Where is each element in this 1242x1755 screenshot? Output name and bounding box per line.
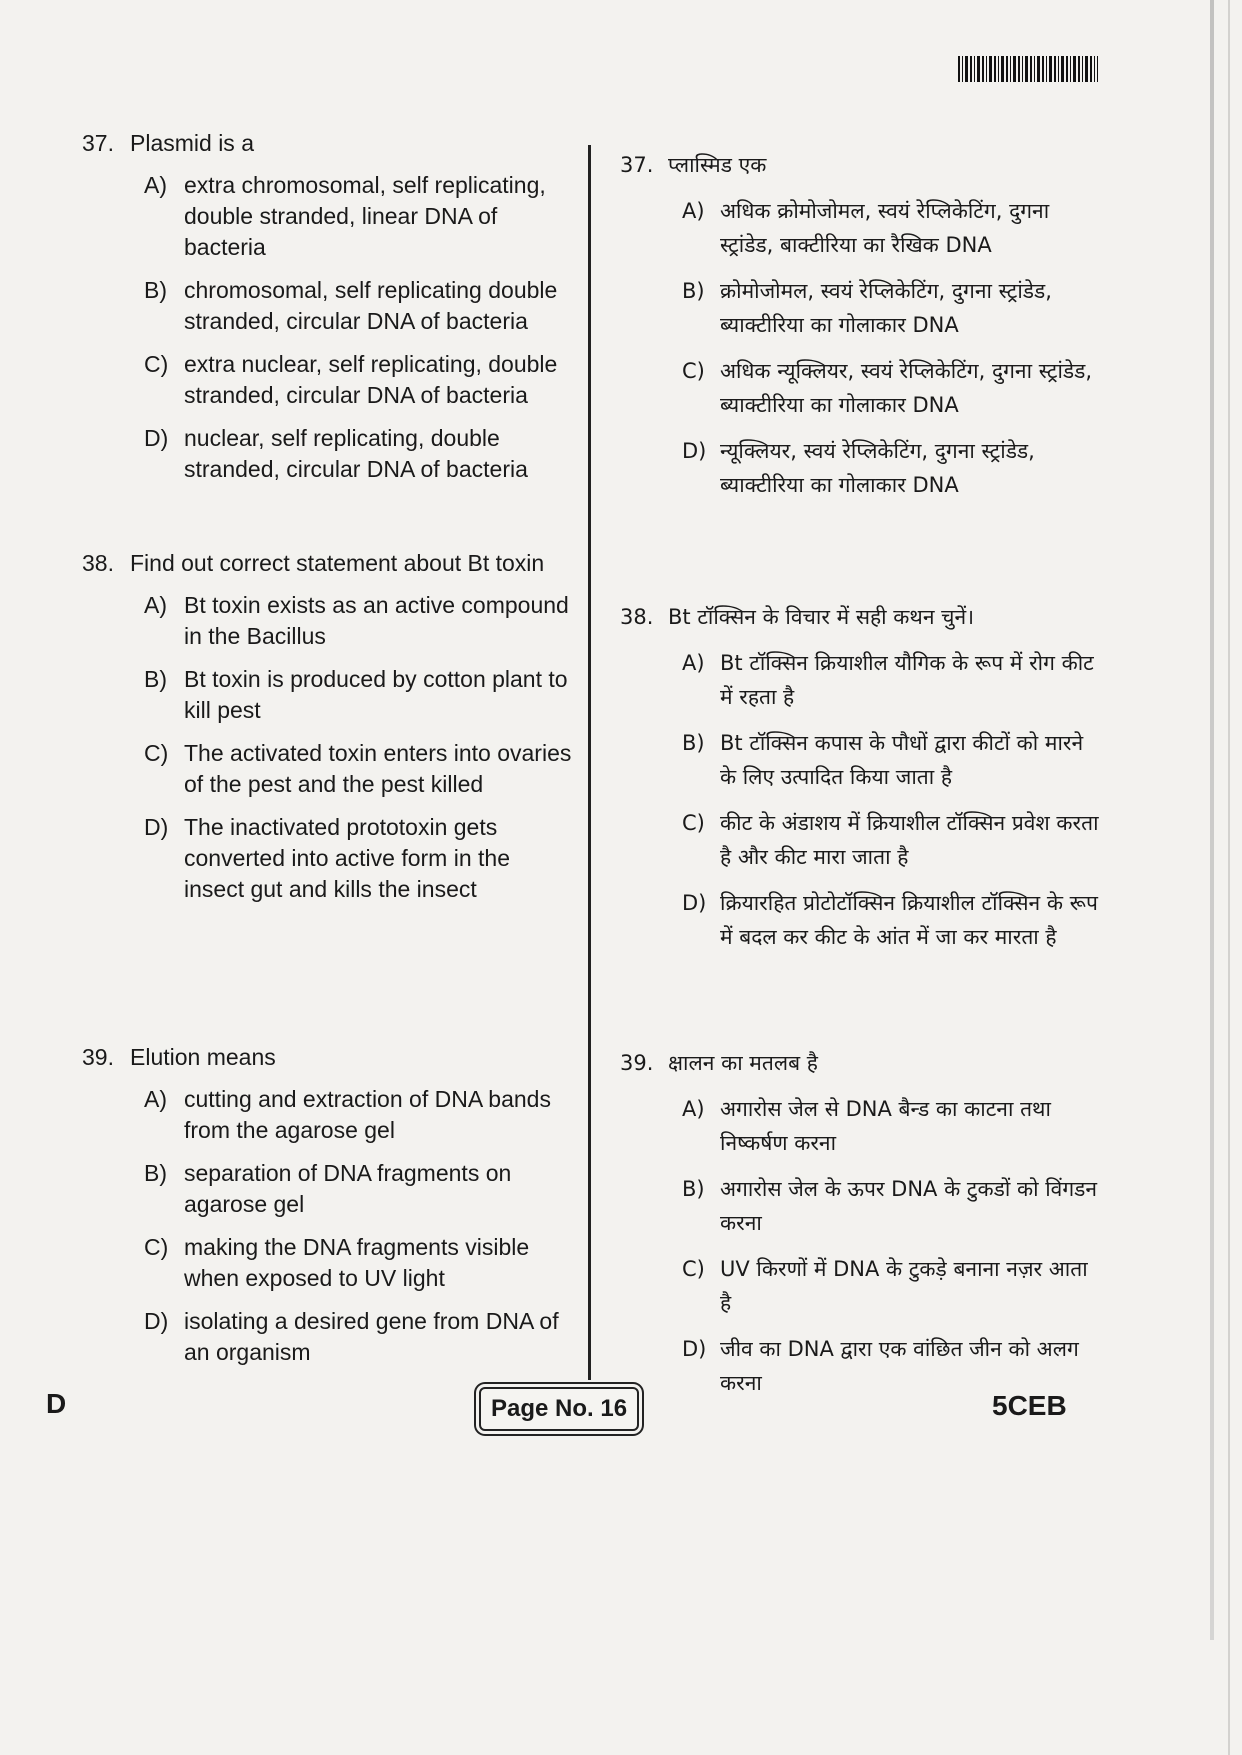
option-text: अधिक क्रोमोजोमल, स्वयं रेप्लिकेटिंग, दुगना स्ट्रांडेड, बाक्टीरिया का रैखिक DNA xyxy=(720,199,1050,257)
question-stem xyxy=(82,1042,572,1072)
option-letter: B) xyxy=(144,277,167,303)
option-letter: C) xyxy=(682,811,705,835)
question-stem xyxy=(620,148,1100,182)
option-letter: C) xyxy=(144,351,169,377)
question-stem xyxy=(82,128,572,158)
option-c xyxy=(620,354,1100,422)
option-text: क्रियारहित प्रोटोटॉक्सिन क्रियाशील टॉक्सिन के रूप में बदल कर कीट के आंत में जा कर मारता है xyxy=(720,891,1098,949)
question-39-hi xyxy=(620,1046,1100,1412)
option-letter: A) xyxy=(682,1097,705,1121)
option-letter: B) xyxy=(144,1160,167,1186)
option-text: जीव का DNA द्वारा एक वांछित जीन को अलग करना xyxy=(720,1337,1079,1395)
option-letter: B) xyxy=(144,666,167,692)
question-37-en xyxy=(82,128,572,497)
option-letter: D) xyxy=(682,891,707,915)
option-a xyxy=(620,646,1100,714)
option-letter: A) xyxy=(144,1086,167,1112)
option-letter: A) xyxy=(682,199,705,223)
option-c xyxy=(620,806,1100,874)
option-text: क्रोमोजोमल, स्वयं रेप्लिकेटिंग, दुगना स्ट्रांडेड, ब्याक्टीरिया का गोलाकार DNA xyxy=(720,279,1052,337)
option-c xyxy=(82,1232,572,1294)
option-b xyxy=(620,1172,1100,1240)
question-text: प्लास्मिड एक xyxy=(668,153,767,177)
option-d xyxy=(620,886,1100,954)
option-text: nuclear, self replicating, double stranded, circular DNA of bacteria xyxy=(184,425,528,482)
option-text: isolating a desired gene from DNA of an organism xyxy=(184,1308,559,1365)
option-text: अगारोस जेल के ऊपर DNA के टुकडों को विंगडन करना xyxy=(720,1177,1098,1235)
option-letter: D) xyxy=(144,1308,169,1334)
option-a xyxy=(620,194,1100,262)
option-text: अधिक न्यूक्लियर, स्वयं रेप्लिकेटिंग, दुगना स्ट्रांडेड, ब्याक्टीरिया का गोलाकार DNA xyxy=(720,359,1093,417)
question-text: Find out correct statement about Bt toxin xyxy=(130,550,545,576)
option-a xyxy=(82,590,572,652)
question-stem xyxy=(620,600,1100,634)
option-letter: C) xyxy=(682,1257,705,1281)
question-number: 38. xyxy=(620,605,654,629)
option-letter: C) xyxy=(144,740,169,766)
option-letter: D) xyxy=(682,439,707,463)
option-letter: C) xyxy=(682,359,705,383)
option-text: The activated toxin enters into ovaries of the pest and the pest killed xyxy=(184,740,572,797)
option-letter: A) xyxy=(682,651,705,675)
option-letter: B) xyxy=(682,279,705,303)
option-c xyxy=(82,738,572,800)
question-text: Bt टॉक्सिन के विचार में सही कथन चुनें। xyxy=(668,605,975,629)
question-text: क्षालन का मतलब है xyxy=(668,1051,818,1075)
question-text: Elution means xyxy=(130,1044,276,1070)
column-divider xyxy=(588,145,591,1380)
option-b xyxy=(82,1158,572,1220)
option-letter: D) xyxy=(144,425,169,451)
question-text: Plasmid is a xyxy=(130,130,254,156)
option-b xyxy=(82,275,572,337)
option-letter: B) xyxy=(682,731,705,755)
option-text: cutting and extraction of DNA bands from the agarose gel xyxy=(184,1086,551,1143)
option-letter: D) xyxy=(144,814,169,840)
option-letter: D) xyxy=(682,1337,707,1361)
option-text: अगारोस जेल से DNA बैन्ड का काटना तथा निष्कर्षण करना xyxy=(720,1097,1051,1155)
option-b xyxy=(620,726,1100,794)
option-letter: B) xyxy=(682,1177,705,1201)
question-number: 37. xyxy=(620,153,654,177)
question-number: 39. xyxy=(620,1051,654,1075)
option-d xyxy=(620,434,1100,502)
option-letter: A) xyxy=(144,172,167,198)
option-d xyxy=(82,812,572,905)
question-38-en xyxy=(82,548,572,917)
barcode xyxy=(958,56,1098,82)
question-37-hi xyxy=(620,148,1100,514)
option-d xyxy=(82,1306,572,1368)
option-text: extra chromosomal, self replicating, double stranded, linear DNA of bacteria xyxy=(184,172,546,260)
scan-edge-shadow xyxy=(1210,0,1214,1640)
option-d xyxy=(82,423,572,485)
page-number-box: Page No. 16 xyxy=(479,1387,639,1431)
question-stem xyxy=(620,1046,1100,1080)
option-text: UV किरणों में DNA के टुकड़े बनाना नज़र आता है xyxy=(720,1257,1088,1315)
option-letter: A) xyxy=(144,592,167,618)
scan-edge-line xyxy=(1228,0,1230,1755)
option-b xyxy=(82,664,572,726)
question-38-hi xyxy=(620,600,1100,966)
option-text: separation of DNA fragments on agarose gel xyxy=(184,1160,512,1217)
option-text: Bt toxin is produced by cotton plant to kill pest xyxy=(184,666,568,723)
option-text: Bt टॉक्सिन क्रियाशील यौगिक के रूप में रोग कीट में रहता है xyxy=(720,651,1094,709)
option-c xyxy=(620,1252,1100,1320)
section-letter: D xyxy=(46,1388,67,1419)
question-stem xyxy=(82,548,572,578)
option-text: chromosomal, self replicating double stranded, circular DNA of bacteria xyxy=(184,277,558,334)
option-text: Bt toxin exists as an active compound in the Bacillus xyxy=(184,592,569,649)
option-a xyxy=(82,1084,572,1146)
option-text: The inactivated prototoxin gets converted into active form in the insect gut and kills the insect xyxy=(184,814,510,902)
option-text: extra nuclear, self replicating, double stranded, circular DNA of bacteria xyxy=(184,351,558,408)
question-number: 39. xyxy=(82,1044,114,1070)
option-text: making the DNA fragments visible when exposed to UV light xyxy=(184,1234,530,1291)
option-text: न्यूक्लियर, स्वयं रेप्लिकेटिंग, दुगना स्ट्रांडेड, ब्याक्टीरिया का गोलाकार DNA xyxy=(720,439,1035,497)
question-number: 38. xyxy=(82,550,114,576)
question-number: 37. xyxy=(82,130,114,156)
option-c xyxy=(82,349,572,411)
option-a xyxy=(82,170,572,263)
option-letter: C) xyxy=(144,1234,169,1260)
option-text: Bt टॉक्सिन कपास के पौधों द्वारा कीटों को मारने के लिए उत्पादित किया जाता है xyxy=(720,731,1084,789)
option-b xyxy=(620,274,1100,342)
question-39-en xyxy=(82,1042,572,1380)
option-a xyxy=(620,1092,1100,1160)
option-text: कीट के अंडाशय में क्रियाशील टॉक्सिन प्रवेश करता है और कीट मारा जाता है xyxy=(720,811,1099,869)
paper-code: 5CEB xyxy=(992,1390,1067,1421)
